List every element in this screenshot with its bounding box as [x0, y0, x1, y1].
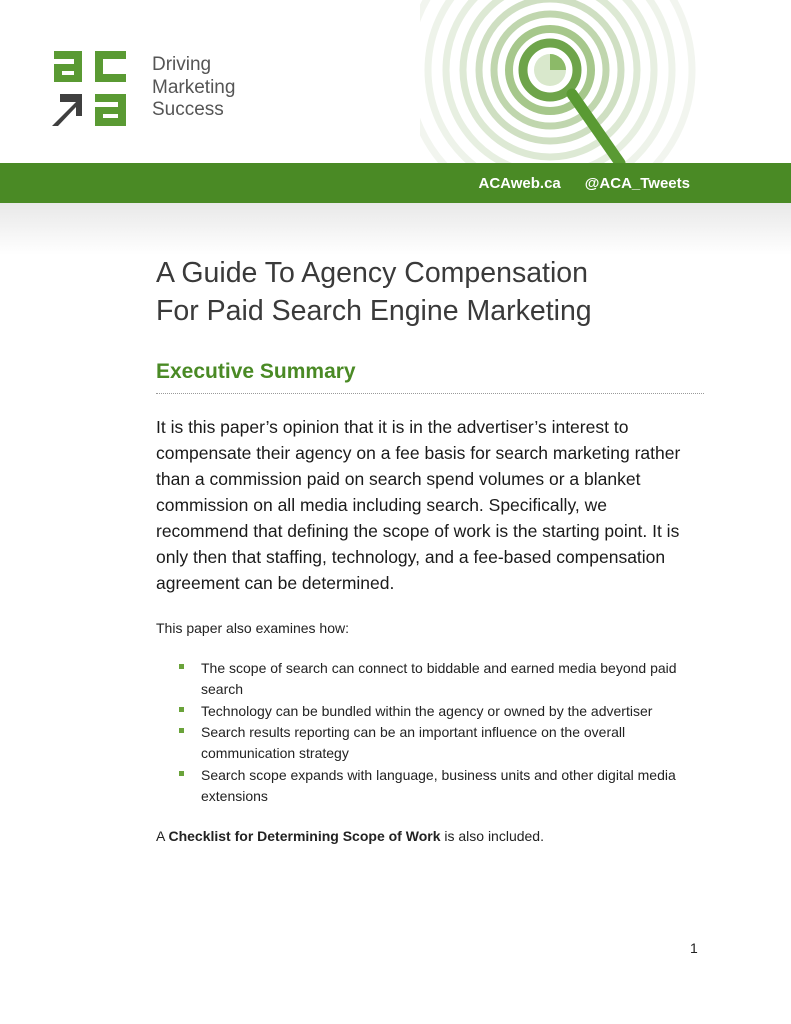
bullet-list [156, 658, 704, 807]
list-item [201, 765, 704, 807]
bullet-icon [179, 771, 184, 776]
examines-intro: This paper also examines how: [156, 620, 349, 636]
list-item-text: The scope of search can connect to biddable and earned media beyond paid search [201, 660, 677, 697]
header-bar [0, 163, 791, 203]
header-shadow [0, 203, 791, 255]
list-item-text: Technology can be bundled within the agency or owned by the advertiser [201, 702, 653, 719]
list-item [201, 658, 704, 700]
header-links [479, 163, 690, 203]
closing-before: A [156, 827, 169, 844]
title-line: For Paid Search Engine Marketing [156, 295, 592, 327]
list-item-text: Search results reporting can be an important influence on the overall communication strategy [201, 724, 626, 761]
website-link[interactable]: ACAweb.ca [478, 174, 561, 192]
list-item [201, 701, 704, 722]
list-item-text: Search scope expands with language, business units and other digital media extensions [201, 766, 676, 804]
checklist-reference: Checklist for Determining Scope of Work [168, 827, 441, 844]
magnifier-target-icon [420, 0, 720, 163]
page-number: 1 [690, 940, 698, 956]
tagline-line: Driving [152, 54, 212, 75]
bullet-icon [179, 728, 184, 733]
tagline-line: Marketing [152, 76, 236, 98]
closing-after: is also included. [440, 827, 544, 844]
summary-paragraph: It is this paper’s opinion that it is in the advertiser’s interest to compensate their agency on a fee basis for search marketing rather than a commission paid on search spend volumes or a blanket commission on all media including search. Specifically, we recommend that defining the scope of work is the starting point. It is only then that staffing, technology, and a fee-based compensation agreement can be determined. [156, 417, 681, 593]
list-item [201, 722, 704, 764]
document-body [156, 254, 704, 846]
tagline [152, 54, 235, 122]
bullet-icon [179, 707, 184, 712]
tagline-line: Success [152, 99, 224, 120]
title-line: A Guide To Agency Compensation [156, 257, 589, 289]
twitter-link[interactable]: @ACA_Tweets [584, 174, 690, 192]
bullet-icon [179, 664, 184, 669]
document-title [156, 254, 704, 330]
aca-logo [48, 46, 132, 130]
section-heading: Executive Summary [156, 357, 704, 394]
closing-paragraph [156, 826, 704, 846]
